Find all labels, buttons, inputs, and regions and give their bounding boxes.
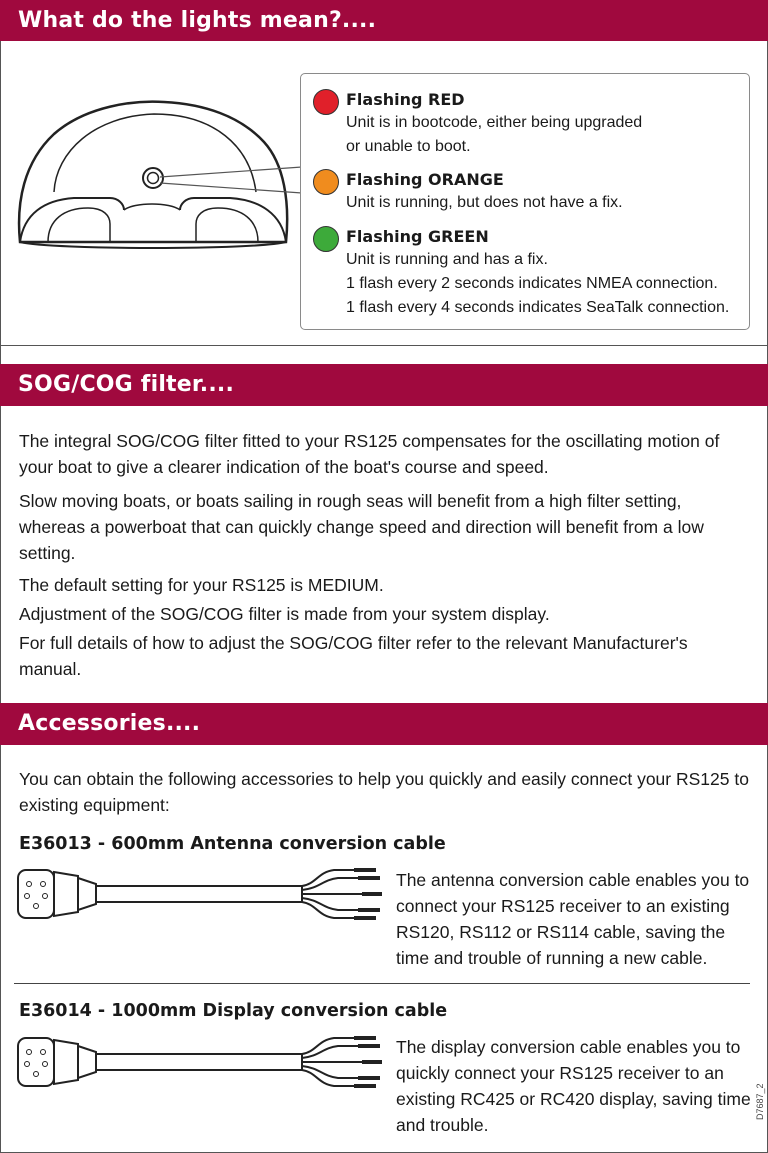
filter-paragraph: For full details of how to adjust the SOG/COG filter refer to the relevant Manufacturer's manual. — [19, 633, 688, 679]
callout-pointer — [150, 165, 305, 195]
light-desc: Unit is in bootcode, either being upgraded — [346, 114, 643, 131]
figure-reference: D7687_2 — [755, 1083, 765, 1120]
filter-paragraph: The default setting for your RS125 is MEDIUM. — [19, 575, 384, 595]
filter-paragraph: The integral SOG/COG filter fitted to your RS125 compensates for the oscillating motion of your boat to give a clearer indication of the boat's course and speed. — [19, 431, 720, 477]
light-desc: 1 flash every 4 seconds indicates SeaTalk connection. — [346, 299, 730, 316]
accessory-description: The display conversion cable enables you to quickly connect your RS125 receiver to an existing RC425 or RC420 display, saving time and trouble. — [396, 1037, 751, 1135]
filter-paragraph: Adjustment of the SOG/COG filter is made from your system display. — [19, 604, 550, 624]
light-desc: Unit is running, but does not have a fix. — [346, 194, 623, 211]
accessory-separator — [14, 983, 750, 984]
section-divider — [0, 345, 768, 346]
display-cable-illustration — [16, 1032, 388, 1092]
accessory-title: E36013 - 600mm Antenna conversion cable — [19, 834, 446, 854]
light-title: Flashing RED — [346, 90, 465, 109]
light-title: Flashing GREEN — [346, 227, 489, 246]
accessories-intro: You can obtain the following accessories to help you quickly and easily connect your RS125 to existing equipment: — [19, 769, 749, 815]
accessory-description: The antenna conversion cable enables you to connect your RS125 receiver to an existing RS120, RS112 or RS114 cable, saving the time and trouble of running a new cable. — [396, 870, 750, 968]
accessory-title: E36014 - 1000mm Display conversion cable — [19, 1001, 448, 1021]
light-title: Flashing ORANGE — [346, 170, 504, 189]
orange-light-icon — [313, 169, 339, 195]
red-light-icon — [313, 89, 339, 115]
filter-paragraph: Slow moving boats, or boats sailing in rough seas will benefit from a high filter setting, whereas a powerboat that can quickly change speed and direction will benefit from a low setting. — [19, 491, 704, 563]
antenna-cable-illustration — [16, 864, 388, 924]
light-desc: or unable to boot. — [346, 138, 471, 155]
lights-heading: What do the lights mean?.... — [0, 0, 768, 41]
filter-heading: SOG/COG filter.... — [0, 364, 768, 406]
accessories-heading: Accessories.... — [0, 703, 768, 745]
light-desc: Unit is running and has a fix. — [346, 251, 548, 268]
green-light-icon — [313, 226, 339, 252]
light-desc: 1 flash every 2 seconds indicates NMEA connection. — [346, 275, 718, 292]
